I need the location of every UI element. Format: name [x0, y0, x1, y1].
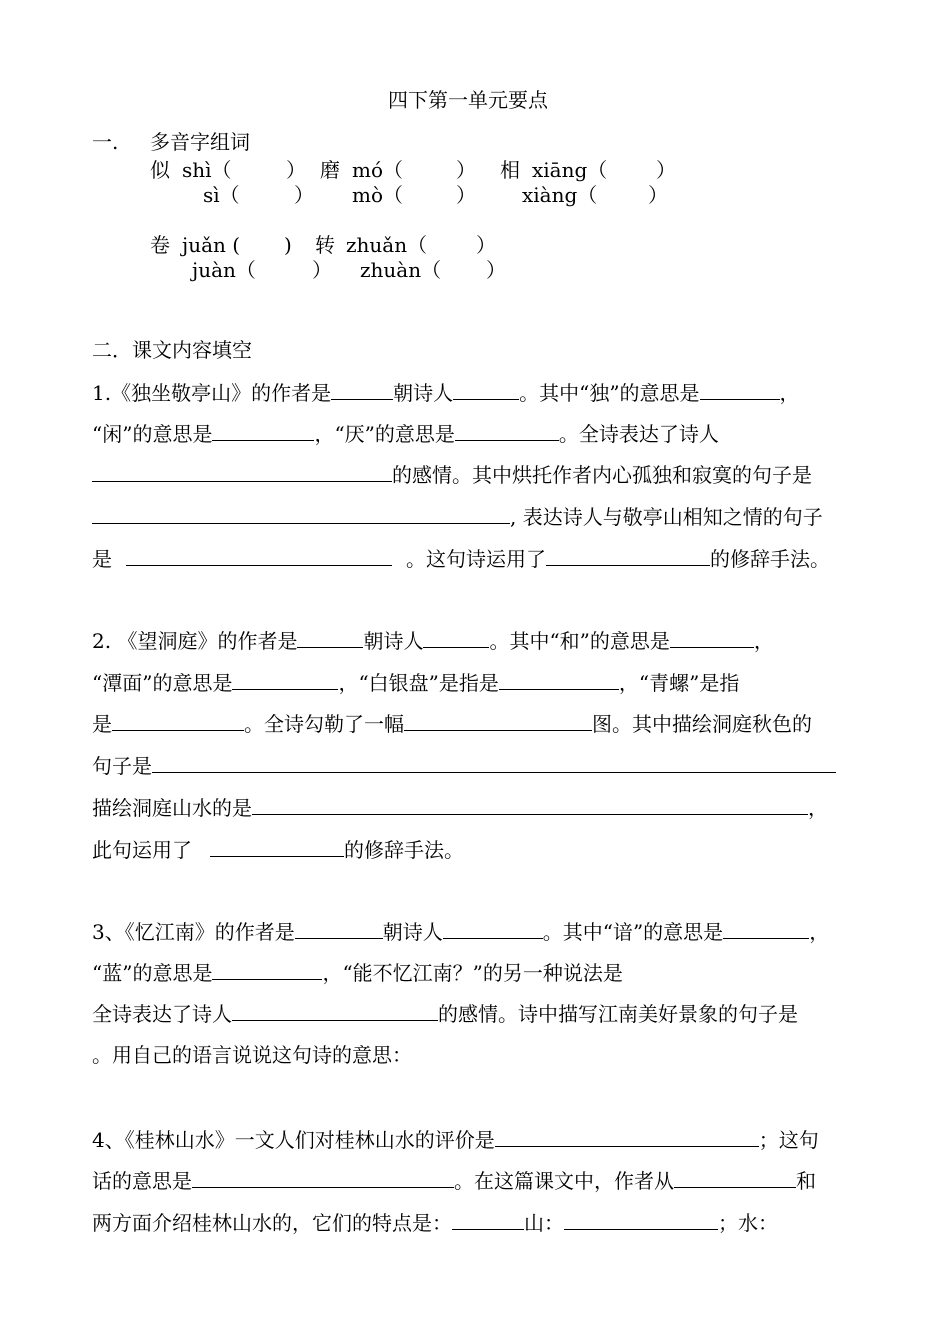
q2-line5: 描绘洞庭山水的是 ， — [92, 796, 828, 820]
blank[interactable] — [210, 836, 344, 857]
poly-char-xiang: 相 — [500, 158, 520, 182]
pinyin-zhuan4: zhuàn（ — [360, 258, 442, 282]
blank[interactable] — [452, 1209, 524, 1230]
q2-line2: “潭面”的意思是 ，“白银盘”是指是 ，“青螺”是指 — [92, 671, 740, 695]
blank[interactable] — [423, 627, 489, 648]
q1-line5: 是 。这句诗运用了 的修辞手法。 — [92, 547, 830, 571]
q2-line4: 句子是 — [92, 752, 836, 779]
blank[interactable] — [564, 1209, 718, 1230]
pinyin-xiang4: xiàng（ — [522, 183, 598, 207]
blank[interactable] — [331, 379, 393, 400]
blank[interactable] — [723, 918, 809, 939]
blank[interactable] — [126, 545, 392, 566]
blank[interactable] — [455, 420, 559, 441]
blank[interactable] — [152, 752, 836, 773]
q4-line3: 两方面介绍桂林山水的，它们的特点是： 山： ；水： — [92, 1211, 778, 1235]
pinyin-shi: shì（ — [182, 158, 232, 182]
blank[interactable] — [112, 710, 244, 731]
paren-close: ） — [476, 233, 496, 257]
blank[interactable] — [453, 379, 519, 400]
blank[interactable] — [92, 503, 510, 524]
blank[interactable] — [404, 710, 592, 731]
pinyin-mo4: mò（ — [352, 183, 404, 207]
blank[interactable] — [212, 420, 314, 441]
paren-close: ） — [486, 258, 506, 282]
paren-close: ） — [294, 183, 314, 207]
section2-heading: 二．课文内容填空 — [92, 338, 252, 362]
section1-number: 一. — [92, 130, 119, 154]
poly-char-si: 似 — [150, 158, 170, 182]
pinyin-mo2: mó（ — [352, 158, 404, 182]
q1-line1: 1.《独坐敬亭山》的作者是 朝诗人 。其中“独”的意思是 ， — [92, 381, 800, 405]
paren-close: ) — [284, 233, 292, 257]
blank[interactable] — [297, 627, 363, 648]
blank[interactable] — [546, 545, 710, 566]
blank[interactable] — [674, 1167, 796, 1188]
paren-close: ） — [648, 183, 668, 207]
paren-close: ） — [312, 258, 332, 282]
blank[interactable] — [295, 918, 383, 939]
q2-line6: 此句运用了 的修辞手法。 — [92, 838, 464, 862]
pinyin-juan3: juǎn ( — [182, 233, 241, 257]
q2-line3: 是 。全诗勾勒了一幅 图。其中描绘洞庭秋色的 — [92, 712, 812, 736]
paren-close: ） — [656, 158, 676, 182]
blank[interactable] — [670, 627, 754, 648]
poly-char-juan: 卷 — [150, 233, 170, 257]
blank[interactable] — [232, 669, 338, 690]
page-title: 四下第一单元要点 — [388, 88, 548, 112]
q3-line2: “蓝”的意思是 ，“能不忆江南？”的另一种说法是 — [92, 961, 623, 985]
q1-line2: “闲”的意思是 ，“厌”的意思是 。全诗表达了诗人 — [92, 422, 719, 446]
q4-line2: 话的意思是 。在这篇课文中，作者从 和 — [92, 1169, 816, 1193]
q3-line3: 全诗表达了诗人 的感情。诗中描写江南美好景象的句子是 — [92, 1002, 798, 1026]
blank[interactable] — [495, 1126, 759, 1147]
blank[interactable] — [252, 794, 808, 815]
poly-char-zhuan: 转 — [315, 233, 335, 257]
pinyin-zhuan3: zhuǎn（ — [346, 233, 428, 257]
q4-line1: 4、《桂林山水》一文人们对桂林山水的评价是 ；这句 — [92, 1128, 819, 1152]
section1-heading: 多音字组词 — [150, 130, 250, 154]
blank[interactable] — [232, 1000, 438, 1021]
q1-line4: , 表达诗人与敬亭山相知之情的句子 — [92, 503, 823, 530]
blank[interactable] — [499, 669, 619, 690]
q2-line1: 2. 《望洞庭》的作者是 朝诗人 。其中“和”的意思是 ， — [92, 629, 774, 653]
q1-line3: 的感情。其中烘托作者内心孤独和寂寞的句子是 — [92, 461, 812, 488]
pinyin-juan4: juàn（ — [192, 258, 256, 282]
blank[interactable] — [700, 379, 780, 400]
blank[interactable] — [443, 918, 543, 939]
q3-line4: 。用自己的语言说说这句诗的意思： — [92, 1043, 412, 1067]
blank[interactable] — [212, 959, 322, 980]
pinyin-xiang1: xiāng（ — [532, 158, 608, 182]
paren-close: ） — [456, 183, 476, 207]
paren-close: ） — [286, 158, 306, 182]
blank[interactable] — [192, 1167, 454, 1188]
paren-close: ） — [456, 158, 476, 182]
blank[interactable] — [92, 461, 392, 482]
pinyin-si: sì（ — [203, 183, 240, 207]
poly-char-mo: 磨 — [320, 158, 340, 182]
q3-line1: 3、《忆江南》的作者是 朝诗人 。其中“谙”的意思是 ， — [92, 920, 830, 944]
